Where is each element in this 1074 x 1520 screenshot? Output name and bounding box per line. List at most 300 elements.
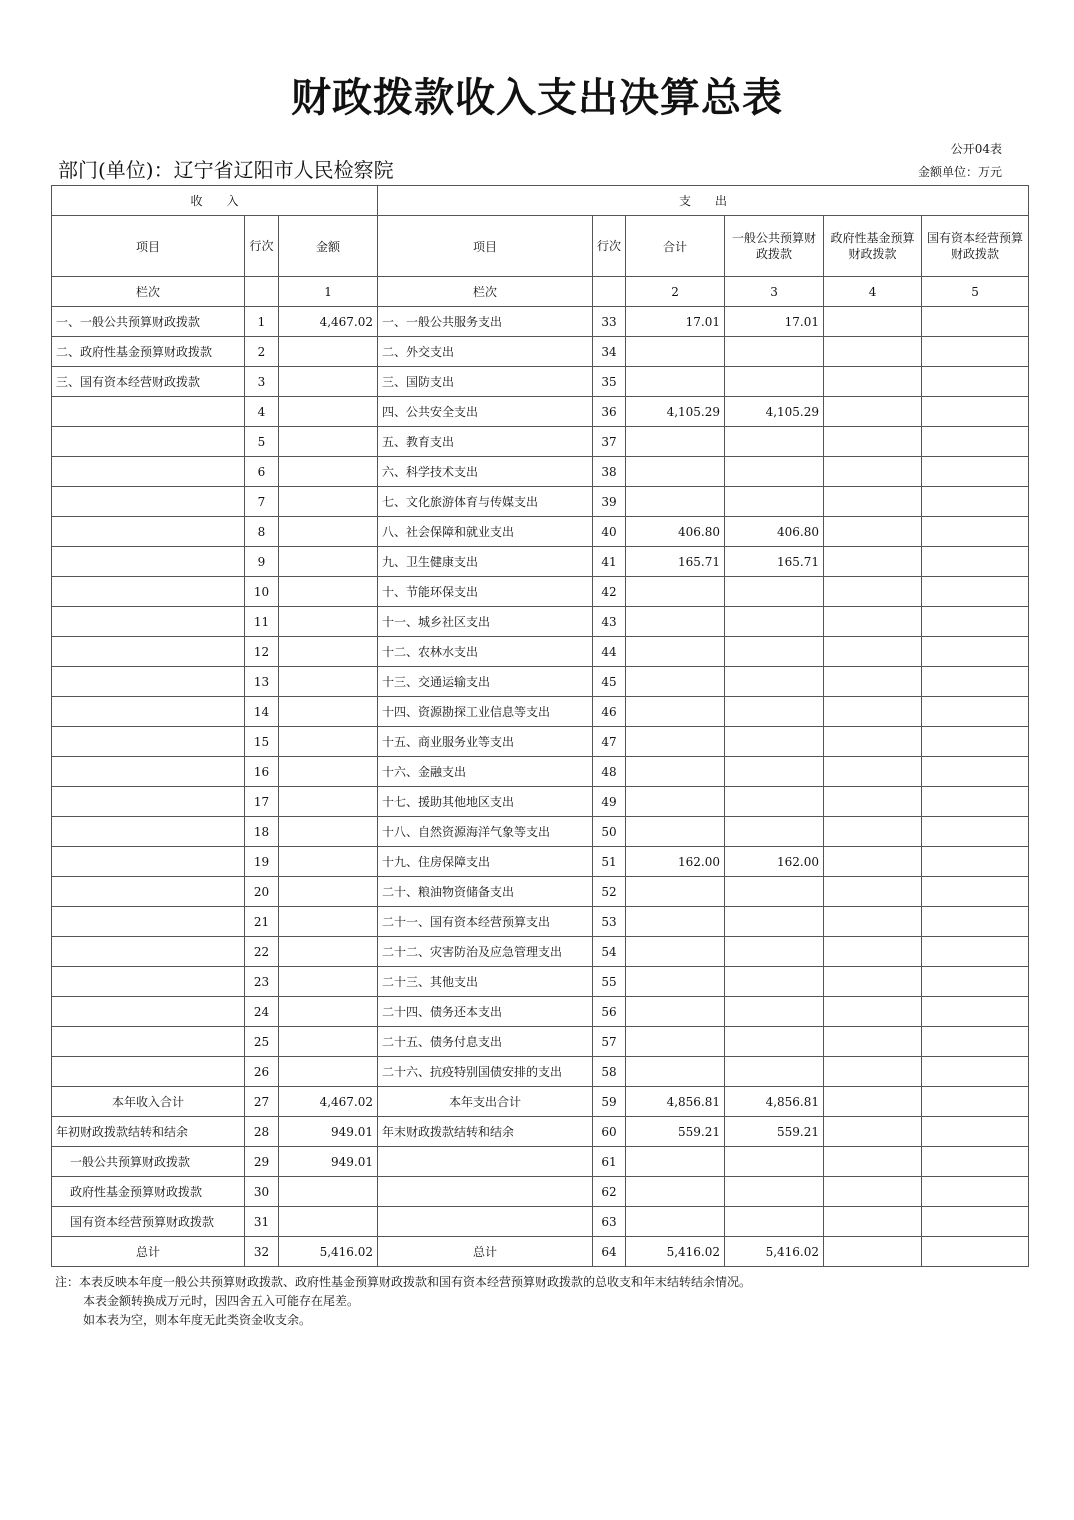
expense-total-cell [626, 1147, 725, 1177]
state-capital-cell [922, 1087, 1029, 1117]
gov-fund-cell [824, 907, 922, 937]
general-budget-cell: 406.80 [725, 517, 824, 547]
general-budget-cell [725, 697, 824, 727]
expense-total-cell [626, 787, 725, 817]
table-row [52, 817, 1029, 847]
income-amount-cell [279, 967, 378, 997]
state-capital-cell [922, 697, 1029, 727]
expense-item-cell: 十六、金融支出 [378, 757, 593, 787]
gov-fund-cell [824, 937, 922, 967]
income-row-no-cell: 10 [245, 577, 279, 607]
expense-item-cell [378, 1177, 593, 1207]
state-capital-cell [922, 487, 1029, 517]
expense-total-cell [626, 937, 725, 967]
gov-fund-cell [824, 697, 922, 727]
income-col-label: 栏次 [52, 277, 245, 307]
col-number-5: 5 [922, 277, 1029, 307]
income-amount-cell [279, 637, 378, 667]
general-budget-cell [725, 1177, 824, 1207]
gov-fund-cell [824, 427, 922, 457]
expense-item-cell: 二十四、债务还本支出 [378, 997, 593, 1027]
table-row [52, 397, 1029, 427]
gov-fund-cell [824, 1117, 922, 1147]
expense-row-no-cell: 39 [593, 487, 626, 517]
expense-row-no-cell: 35 [593, 367, 626, 397]
expense-item-cell: 二、外交支出 [378, 337, 593, 367]
expense-row-no-cell: 47 [593, 727, 626, 757]
expense-row-no-cell: 41 [593, 547, 626, 577]
income-item-cell [52, 967, 245, 997]
income-amount-cell [279, 427, 378, 457]
income-row-no-cell: 8 [245, 517, 279, 547]
expense-total-header: 合计 [626, 216, 725, 277]
income-item-cell [52, 397, 245, 427]
general-budget-cell: 4,856.81 [725, 1087, 824, 1117]
expense-item-cell: 五、教育支出 [378, 427, 593, 457]
expense-total-cell [626, 637, 725, 667]
expense-total-cell [626, 967, 725, 997]
expense-row-no-cell: 38 [593, 457, 626, 487]
gov-fund-cell [824, 397, 922, 427]
state-capital-cell [922, 727, 1029, 757]
gov-fund-cell [824, 1147, 922, 1177]
table-row [52, 877, 1029, 907]
state-capital-cell [922, 667, 1029, 697]
general-budget-cell [725, 607, 824, 637]
expense-item-cell: 本年支出合计 [378, 1087, 593, 1117]
col-number-2: 2 [626, 277, 725, 307]
expense-row-no-cell: 45 [593, 667, 626, 697]
income-row-no-cell: 29 [245, 1147, 279, 1177]
form-number: 公开04表 [950, 142, 1002, 156]
gov-fund-cell [824, 817, 922, 847]
general-budget-cell [725, 487, 824, 517]
income-item-cell: 一、一般公共预算财政拨款 [52, 307, 245, 337]
expense-total-cell [626, 577, 725, 607]
income-item-cell [52, 637, 245, 667]
state-capital-cell [922, 787, 1029, 817]
general-budget-cell: 17.01 [725, 307, 824, 337]
income-row-no-cell: 23 [245, 967, 279, 997]
income-item-cell [52, 727, 245, 757]
expense-item-cell: 二十六、抗疫特别国债安排的支出 [378, 1057, 593, 1087]
expense-row-no-cell: 34 [593, 337, 626, 367]
gov-fund-cell [824, 637, 922, 667]
income-item-cell [52, 757, 245, 787]
table-row [52, 427, 1029, 457]
table-row [52, 1087, 1029, 1117]
income-amount-cell [279, 667, 378, 697]
gov-fund-cell [824, 307, 922, 337]
state-capital-cell [922, 517, 1029, 547]
expense-total-cell [626, 997, 725, 1027]
general-budget-cell [725, 1147, 824, 1177]
income-amount-cell [279, 817, 378, 847]
table-row [52, 1237, 1029, 1267]
expense-item-cell: 十九、住房保障支出 [378, 847, 593, 877]
income-amount-cell: 4,467.02 [279, 307, 378, 337]
income-row-no-cell: 11 [245, 607, 279, 637]
income-item-cell [52, 787, 245, 817]
table-row [52, 1147, 1029, 1177]
expense-row-no-cell: 54 [593, 937, 626, 967]
gov-fund-cell [824, 457, 922, 487]
expense-total-cell [626, 1207, 725, 1237]
income-amount-cell [279, 1177, 378, 1207]
income-row-no-cell: 15 [245, 727, 279, 757]
income-row-no-cell: 1 [245, 307, 279, 337]
expense-total-cell [626, 757, 725, 787]
gov-fund-cell [824, 517, 922, 547]
income-row-no-cell: 9 [245, 547, 279, 577]
gov-fund-cell [824, 337, 922, 367]
expense-total-cell: 4,105.29 [626, 397, 725, 427]
expense-item-cell: 十五、商业服务业等支出 [378, 727, 593, 757]
table-row [52, 517, 1029, 547]
general-budget-cell [725, 427, 824, 457]
income-row-no-cell: 13 [245, 667, 279, 697]
empty-cell [245, 277, 279, 307]
income-row-no-cell: 26 [245, 1057, 279, 1087]
table-row [52, 1057, 1029, 1087]
income-amount-cell [279, 697, 378, 727]
state-capital-cell [922, 547, 1029, 577]
gov-fund-cell [824, 727, 922, 757]
income-row-no-cell: 32 [245, 1237, 279, 1267]
income-amount-cell [279, 397, 378, 427]
income-item-cell [52, 517, 245, 547]
expense-row-no-cell: 40 [593, 517, 626, 547]
table-row [52, 757, 1029, 787]
expense-row-no-cell: 59 [593, 1087, 626, 1117]
income-row-no-cell: 12 [245, 637, 279, 667]
state-capital-header: 国有资本经营预算财政拨款 [922, 216, 1029, 277]
note-line: 注：本表反映本年度一般公共预算财政拨款、政府性基金预算财政拨款和国有资本经营预算财政拨款的总收支和年末结转结余情况。 [55, 1275, 752, 1289]
expense-col-label: 栏次 [378, 277, 593, 307]
table-row [52, 547, 1029, 577]
income-item-cell [52, 817, 245, 847]
general-budget-cell [725, 757, 824, 787]
general-budget-cell [725, 367, 824, 397]
income-amount-cell: 949.01 [279, 1147, 378, 1177]
expense-row-no-cell: 51 [593, 847, 626, 877]
general-budget-cell [725, 637, 824, 667]
general-budget-cell [725, 1207, 824, 1237]
income-amount-cell [279, 1057, 378, 1087]
table-row [52, 727, 1029, 757]
income-amount-header: 金额 [279, 216, 378, 277]
income-amount-cell: 5,416.02 [279, 1237, 378, 1267]
table-row [52, 1117, 1029, 1147]
state-capital-cell [922, 1057, 1029, 1087]
state-capital-cell [922, 457, 1029, 487]
expense-total-cell [626, 877, 725, 907]
state-capital-cell [922, 1177, 1029, 1207]
income-item-cell: 一般公共预算财政拨款 [52, 1147, 245, 1177]
general-budget-cell: 4,105.29 [725, 397, 824, 427]
table-row [52, 697, 1029, 727]
expense-item-cell: 四、公共安全支出 [378, 397, 593, 427]
empty-cell [593, 277, 626, 307]
state-capital-cell [922, 907, 1029, 937]
expense-item-cell: 八、社会保障和就业支出 [378, 517, 593, 547]
table-row [52, 667, 1029, 697]
income-item-cell: 本年收入合计 [52, 1087, 245, 1117]
table-row [52, 307, 1029, 337]
income-row-no-cell: 5 [245, 427, 279, 457]
expense-row-no-cell: 62 [593, 1177, 626, 1207]
income-item-cell: 年初财政拨款结转和结余 [52, 1117, 245, 1147]
state-capital-cell [922, 577, 1029, 607]
expense-item-cell: 九、卫生健康支出 [378, 547, 593, 577]
income-amount-cell: 949.01 [279, 1117, 378, 1147]
income-item-cell: 二、政府性基金预算财政拨款 [52, 337, 245, 367]
income-row-no-cell: 18 [245, 817, 279, 847]
table-row [52, 937, 1029, 967]
gov-fund-cell [824, 667, 922, 697]
state-capital-cell [922, 427, 1029, 457]
expense-row-no-cell: 60 [593, 1117, 626, 1147]
general-budget-cell: 5,416.02 [725, 1237, 824, 1267]
expense-total-cell [626, 697, 725, 727]
income-row-no-cell: 28 [245, 1117, 279, 1147]
income-item-cell [52, 937, 245, 967]
expense-item-cell [378, 1207, 593, 1237]
income-amount-cell [279, 727, 378, 757]
gov-fund-cell [824, 847, 922, 877]
table-row [52, 997, 1029, 1027]
state-capital-cell [922, 1027, 1029, 1057]
income-row-no-header: 行次 [245, 216, 279, 277]
expense-item-cell: 年末财政拨款结转和结余 [378, 1117, 593, 1147]
general-budget-cell [725, 577, 824, 607]
expense-item-cell: 十三、交通运输支出 [378, 667, 593, 697]
expense-row-no-cell: 64 [593, 1237, 626, 1267]
expense-row-no-cell: 61 [593, 1147, 626, 1177]
general-budget-cell: 165.71 [725, 547, 824, 577]
expense-item-cell: 二十、粮油物资储备支出 [378, 877, 593, 907]
expense-row-no-cell: 49 [593, 787, 626, 817]
income-item-cell: 三、国有资本经营财政拨款 [52, 367, 245, 397]
state-capital-cell [922, 997, 1029, 1027]
income-row-no-cell: 3 [245, 367, 279, 397]
general-budget-cell [725, 337, 824, 367]
state-capital-cell [922, 967, 1029, 997]
expense-total-cell [626, 907, 725, 937]
income-item-cell [52, 997, 245, 1027]
general-budget-cell [725, 817, 824, 847]
table-row [52, 607, 1029, 637]
income-row-no-cell: 2 [245, 337, 279, 367]
expense-total-cell: 5,416.02 [626, 1237, 725, 1267]
gov-fund-cell [824, 1237, 922, 1267]
expense-total-cell [626, 1057, 725, 1087]
gov-fund-cell [824, 757, 922, 787]
expense-row-no-cell: 37 [593, 427, 626, 457]
income-item-cell [52, 1027, 245, 1057]
income-amount-cell [279, 997, 378, 1027]
income-row-no-cell: 4 [245, 397, 279, 427]
income-item-cell [52, 457, 245, 487]
table-row [52, 457, 1029, 487]
page-title: 财政拨款收入支出决算总表 [291, 75, 783, 121]
expense-item-cell: 二十二、灾害防治及应急管理支出 [378, 937, 593, 967]
expense-total-cell [626, 607, 725, 637]
income-item-cell [52, 577, 245, 607]
table-row [52, 967, 1029, 997]
expense-item-cell: 三、国防支出 [378, 367, 593, 397]
general-budget-cell [725, 967, 824, 997]
expense-section-header: 支 出 [378, 186, 1029, 216]
state-capital-cell [922, 337, 1029, 367]
expense-row-no-cell: 57 [593, 1027, 626, 1057]
general-budget-cell [725, 997, 824, 1027]
income-amount-cell [279, 847, 378, 877]
income-item-cell [52, 667, 245, 697]
col-number-4: 4 [824, 277, 922, 307]
state-capital-cell [922, 877, 1029, 907]
expense-total-cell [626, 1027, 725, 1057]
general-budget-cell [725, 907, 824, 937]
income-item-cell [52, 427, 245, 457]
table-row [52, 847, 1029, 877]
state-capital-cell [922, 847, 1029, 877]
table-row [52, 337, 1029, 367]
expense-total-cell [626, 337, 725, 367]
state-capital-cell [922, 1207, 1029, 1237]
footnotes [55, 1273, 751, 1330]
expense-row-no-cell: 33 [593, 307, 626, 337]
expense-total-cell [626, 1177, 725, 1207]
table-row [52, 637, 1029, 667]
general-budget-cell [725, 667, 824, 697]
income-row-no-cell: 25 [245, 1027, 279, 1057]
income-amount-cell [279, 517, 378, 547]
income-amount-cell [279, 367, 378, 397]
income-amount-cell [279, 937, 378, 967]
state-capital-cell [922, 1147, 1029, 1177]
expense-row-no-cell: 52 [593, 877, 626, 907]
income-row-no-cell: 30 [245, 1177, 279, 1207]
state-capital-cell [922, 1117, 1029, 1147]
expense-total-cell [626, 367, 725, 397]
expense-total-cell: 165.71 [626, 547, 725, 577]
expense-row-no-cell: 46 [593, 697, 626, 727]
expense-total-cell: 559.21 [626, 1117, 725, 1147]
income-item-cell [52, 907, 245, 937]
col-number-1: 1 [279, 277, 378, 307]
income-item-cell [52, 607, 245, 637]
expense-total-cell [626, 427, 725, 457]
gov-fund-cell [824, 1087, 922, 1117]
general-budget-cell [725, 937, 824, 967]
expense-item-cell: 十一、城乡社区支出 [378, 607, 593, 637]
header-row-columns [52, 216, 1029, 277]
income-row-no-cell: 21 [245, 907, 279, 937]
income-amount-cell [279, 487, 378, 517]
expense-item-cell [378, 1147, 593, 1177]
table-row [52, 787, 1029, 817]
gov-fund-cell [824, 1177, 922, 1207]
table-row [52, 1027, 1029, 1057]
expense-total-cell: 162.00 [626, 847, 725, 877]
income-amount-cell [279, 907, 378, 937]
gov-fund-cell [824, 367, 922, 397]
general-budget-cell [725, 1027, 824, 1057]
income-item-cell: 总计 [52, 1237, 245, 1267]
state-capital-cell [922, 607, 1029, 637]
general-budget-cell [725, 877, 824, 907]
income-row-no-cell: 24 [245, 997, 279, 1027]
note-line: 如本表为空，则本年度无此类资金收支余。 [83, 1313, 312, 1327]
expense-item-header: 项目 [378, 216, 593, 277]
gov-fund-cell [824, 787, 922, 817]
income-row-no-cell: 7 [245, 487, 279, 517]
expense-row-no-cell: 56 [593, 997, 626, 1027]
gov-fund-cell [824, 607, 922, 637]
income-amount-cell [279, 1207, 378, 1237]
expense-item-cell: 总计 [378, 1237, 593, 1267]
income-amount-cell [279, 547, 378, 577]
income-row-no-cell: 16 [245, 757, 279, 787]
expense-item-cell: 一、一般公共服务支出 [378, 307, 593, 337]
header-row-sections [52, 186, 1029, 216]
table-row [52, 487, 1029, 517]
general-budget-cell: 559.21 [725, 1117, 824, 1147]
expense-item-cell: 十四、资源勘探工业信息等支出 [378, 697, 593, 727]
expense-row-no-cell: 44 [593, 637, 626, 667]
income-row-no-cell: 14 [245, 697, 279, 727]
expense-total-cell [626, 727, 725, 757]
income-item-cell [52, 697, 245, 727]
income-item-cell [52, 487, 245, 517]
income-row-no-cell: 19 [245, 847, 279, 877]
table-row [52, 577, 1029, 607]
expense-row-no-cell: 63 [593, 1207, 626, 1237]
expense-item-cell: 十七、援助其他地区支出 [378, 787, 593, 817]
table-row [52, 367, 1029, 397]
column-number-row [52, 277, 1029, 307]
gov-fund-cell [824, 1207, 922, 1237]
expense-total-cell [626, 487, 725, 517]
expense-row-no-header: 行次 [593, 216, 626, 277]
table-row [52, 1177, 1029, 1207]
state-capital-cell [922, 817, 1029, 847]
general-budget-header: 一般公共预算财政拨款 [725, 216, 824, 277]
expense-row-no-cell: 50 [593, 817, 626, 847]
expense-row-no-cell: 55 [593, 967, 626, 997]
expense-item-cell: 十二、农林水支出 [378, 637, 593, 667]
income-item-cell [52, 547, 245, 577]
income-amount-cell [279, 1027, 378, 1057]
income-row-no-cell: 6 [245, 457, 279, 487]
income-item-cell [52, 877, 245, 907]
income-item-cell: 政府性基金预算财政拨款 [52, 1177, 245, 1207]
expense-row-no-cell: 42 [593, 577, 626, 607]
expense-total-cell: 17.01 [626, 307, 725, 337]
expense-row-no-cell: 43 [593, 607, 626, 637]
general-budget-cell [725, 727, 824, 757]
general-budget-cell [725, 1057, 824, 1087]
gov-fund-cell [824, 577, 922, 607]
expense-item-cell: 十、节能环保支出 [378, 577, 593, 607]
income-amount-cell [279, 577, 378, 607]
income-amount-cell [279, 607, 378, 637]
gov-fund-cell [824, 1027, 922, 1057]
state-capital-cell [922, 397, 1029, 427]
expense-total-cell: 406.80 [626, 517, 725, 547]
state-capital-cell [922, 307, 1029, 337]
